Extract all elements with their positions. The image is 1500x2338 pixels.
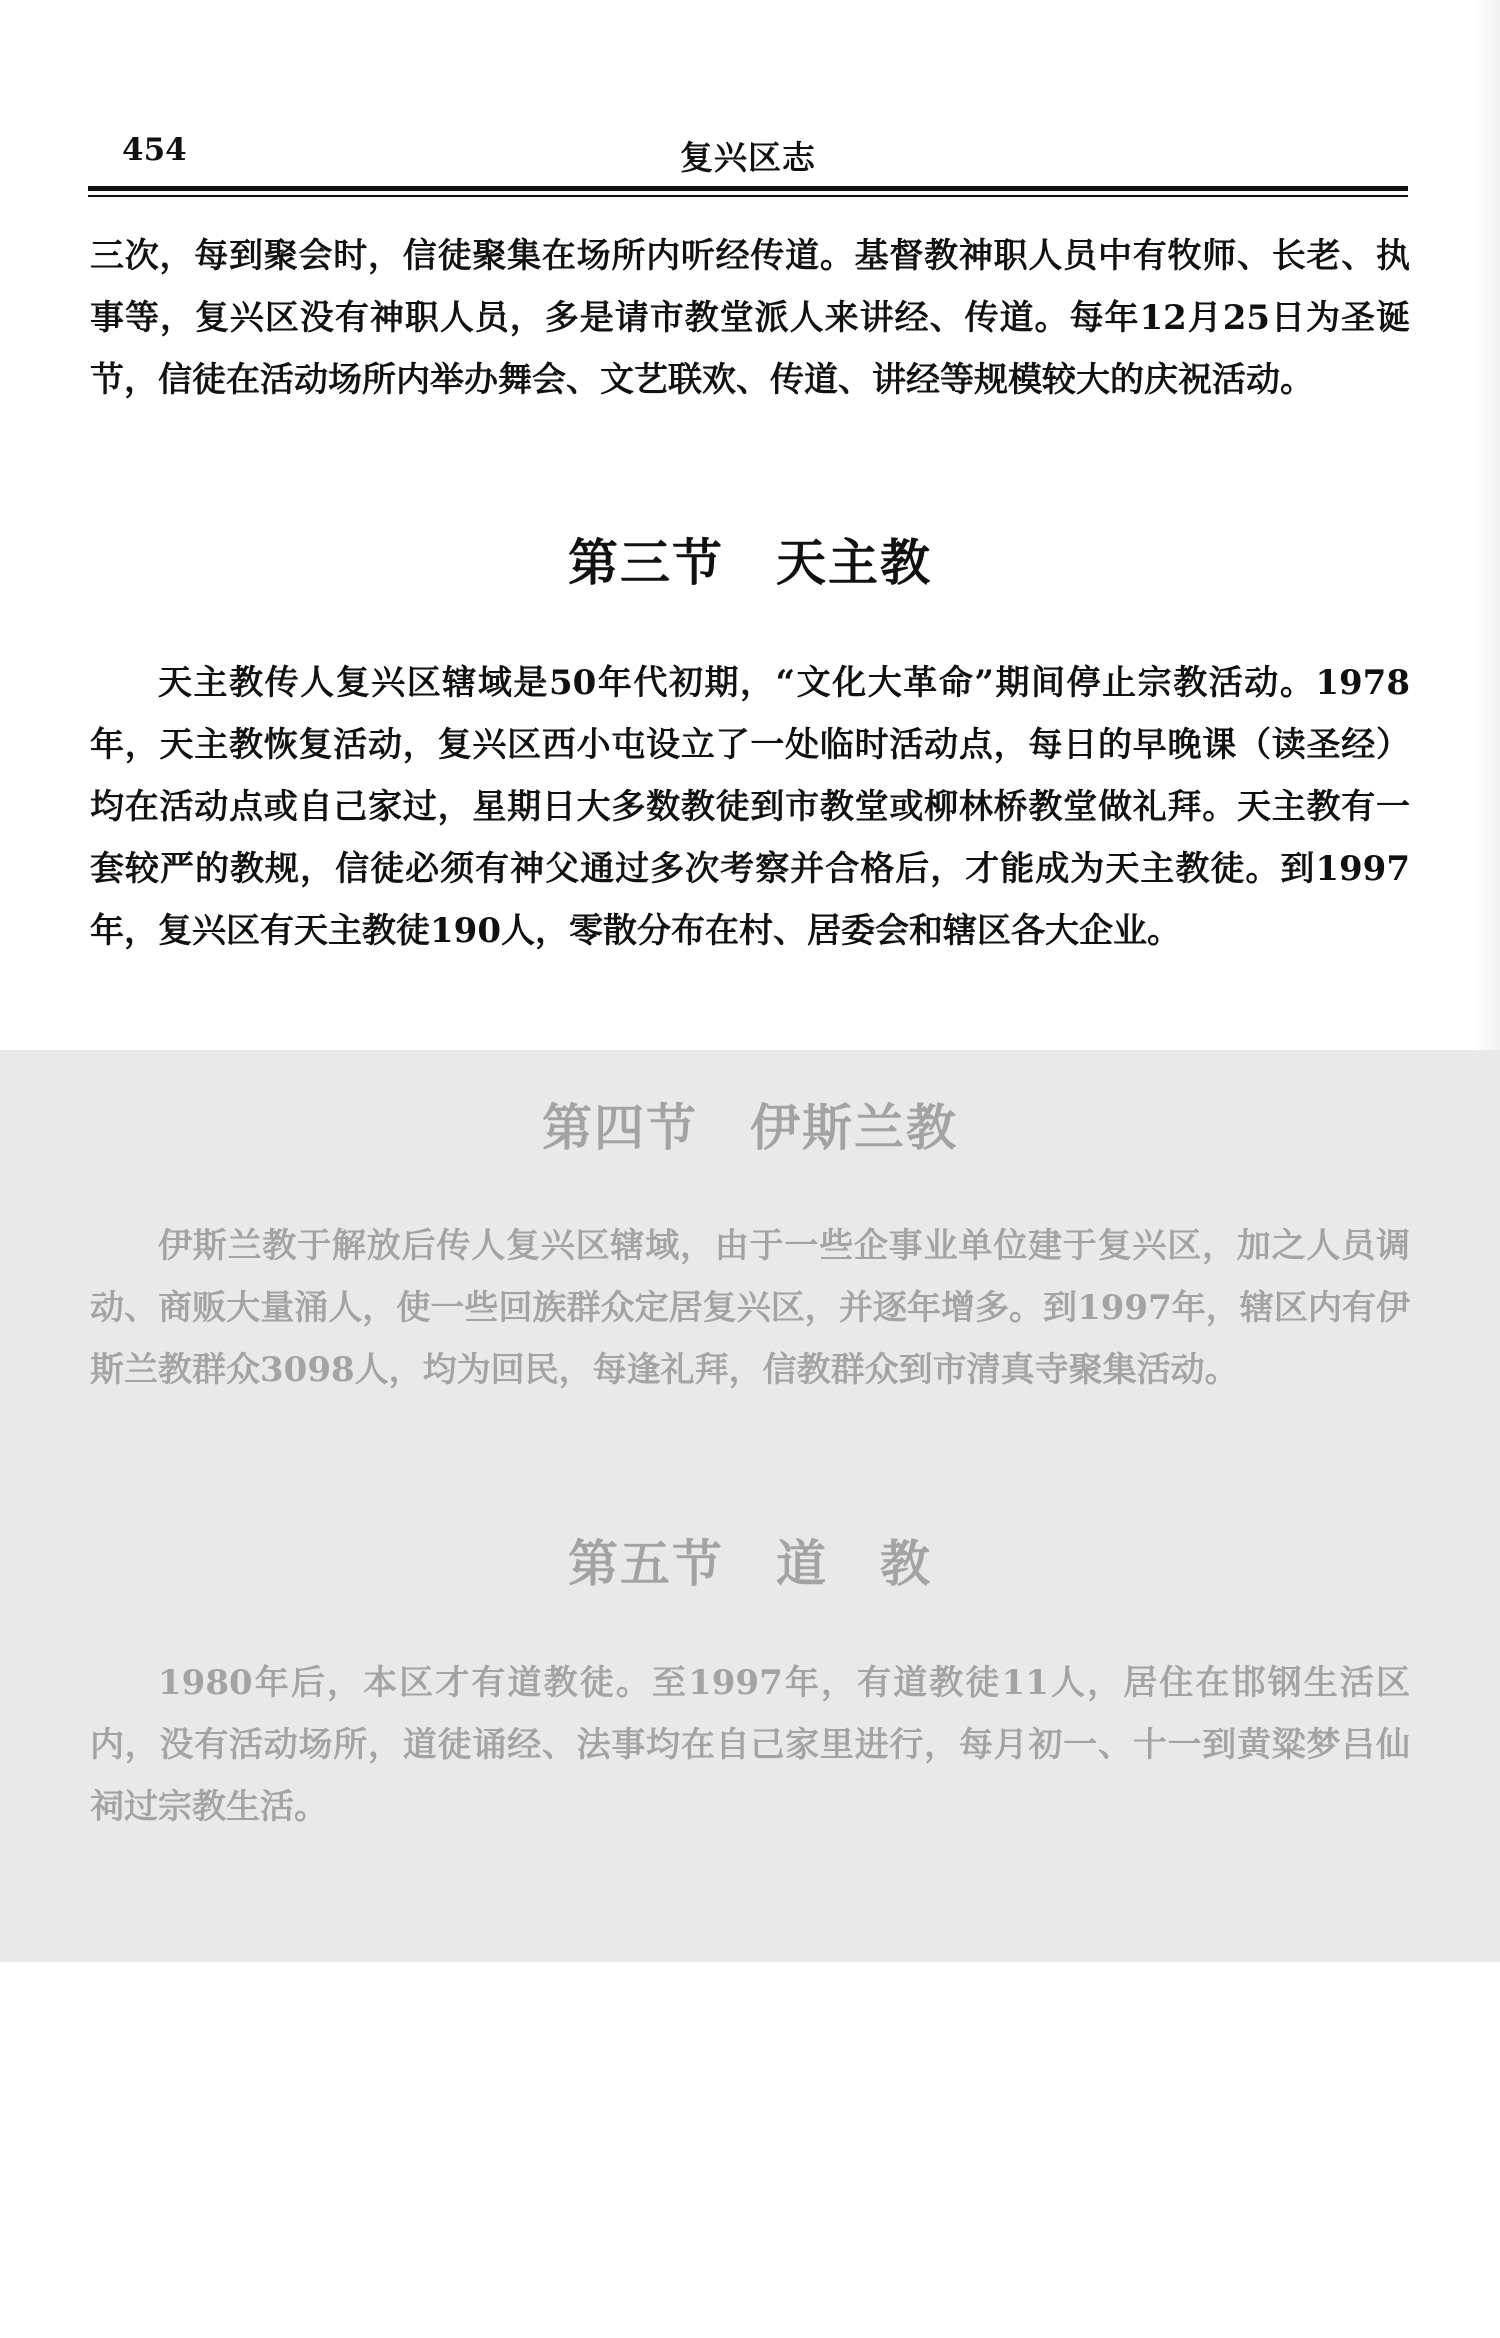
paragraph-islam: 伊斯兰教于解放后传人复兴区辖域，由于一些企事业单位建于复兴区，加之人员调动、商贩大量涌人，使一些回族群众定居复兴区，并逐年增多。到1997年，辖区内有伊斯兰教群众3098人，均为回民，每逢礼拜，信教群众到市清真寺聚集活动。 [90,1226,1410,1390]
faded-region [0,1050,1500,1962]
paragraph-taoism: 1980年后，本区才有道教徒。至1997年，有道教徒11人，居住在邯钢生活区内，没有活动场所，道徒诵经、法事均在自己家里进行，每月初一、十一到黄粱梦吕仙祠过宗教生活。 [90,1663,1410,1827]
page-header [88,128,1408,177]
section-title-catholicism: 第三节 天主教 [568,533,932,592]
header-rule-thick [88,186,1408,191]
running-title: 复兴区志 [680,138,816,177]
section-title-taoism: 第五节 道 教 [568,1534,932,1593]
continued-paragraph: 三次，每到聚会时，信徒聚集在场所内听经传道。基督教神职人员中有牧师、长老、执事等，复兴区没有神职人员，多是请市教堂派人来讲经、传道。每年12月25日为圣诞节，信徒在活动场所内举办舞会、文艺联欢、传道、讲经等规模较大的庆祝活动。 [90,236,1410,400]
scan-edge-shadow [1472,0,1500,1050]
paragraph-catholicism: 天主教传人复兴区辖域是50年代初期，“文化大革命”期间停止宗教活动。1978年，天主教恢复活动，复兴区西小屯设立了一处临时活动点，每日的早晚课（读圣经）均在活动点或自己家过，星期日大多数教徒到市教堂或柳林桥教堂做礼拜。天主教有一套较严的教规，信徒必须有神父通过多次考察并合格后，才能成为天主教徒。到1997年，复兴区有天主教徒190人，零散分布在村、居委会和辖区各大企业。 [90,663,1410,951]
header-rule-thin [88,195,1408,197]
section-title-islam: 第四节 伊斯兰教 [542,1098,958,1157]
page-number: 454 [122,132,187,168]
